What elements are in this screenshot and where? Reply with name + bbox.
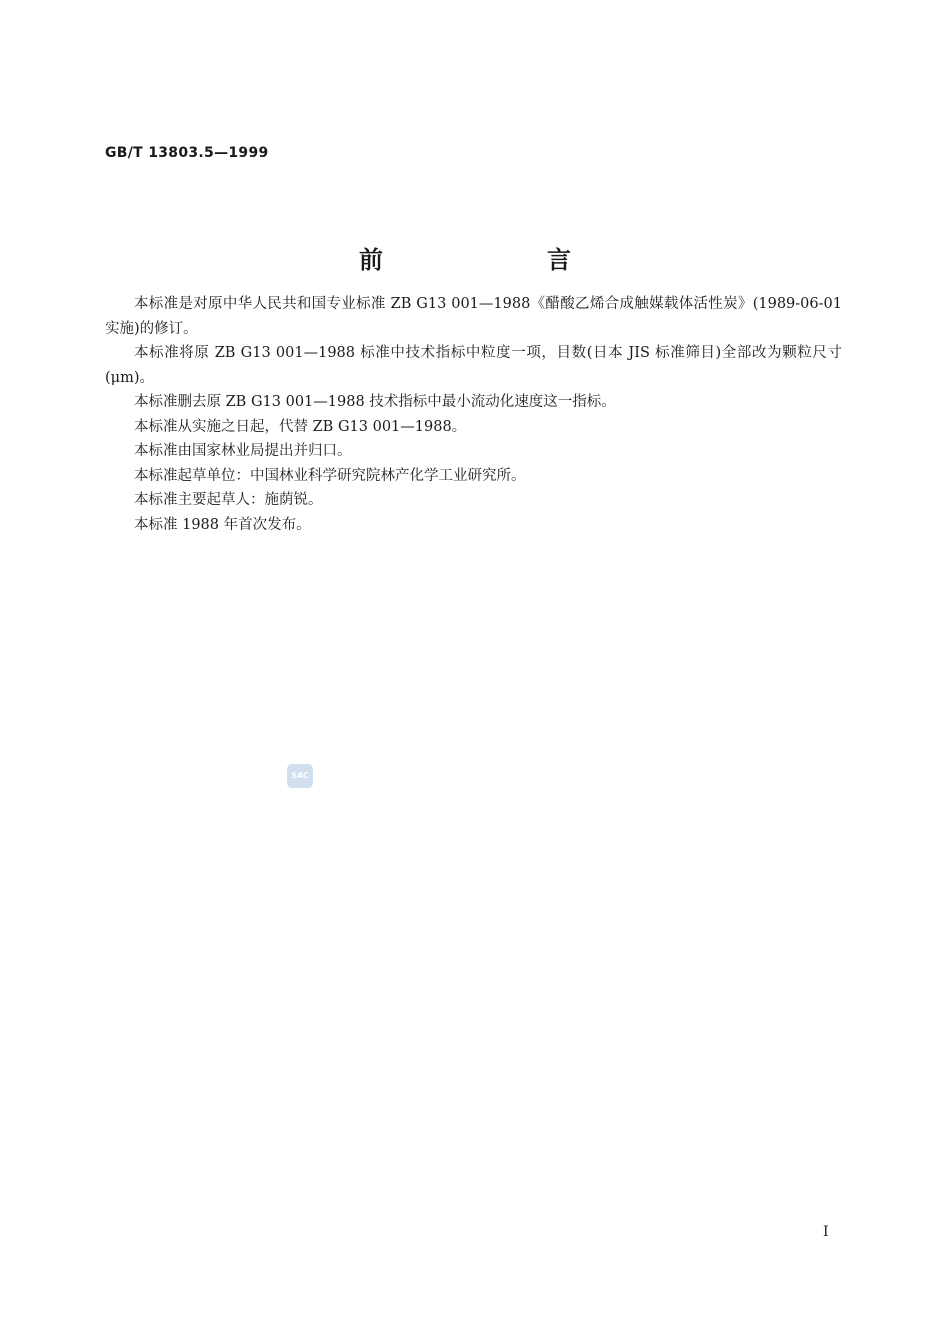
paragraph-8: 本标准 1988 年首次发布。 [134, 516, 311, 533]
page-number: I [823, 1224, 829, 1240]
paragraph-2: 本标准将原 ZB G13 001—1988 标准中技术指标中粒度一项，目数(日本 JIS 标准筛目)全部改为颗粒尺寸(μm)。 [105, 345, 842, 386]
paragraph-3: 本标准删去原 ZB G13 001—1988 技术指标中最小流动化速度这一指标。 [134, 394, 616, 410]
paragraph-7: 本标准主要起草人：施荫锐。 [134, 492, 323, 508]
paragraph-6: 本标准起草单位：中国林业科学研究院林产化学工业研究所。 [134, 467, 526, 484]
paragraph-1: 本标准是对原中华人民共和国专业标准 ZB G13 001—1988《醋酸乙烯合成触媒载体活性炭》(1989-06-01 实施)的修订。 [105, 296, 842, 337]
page-title: 前 言 [359, 246, 641, 274]
paragraph-5: 本标准由国家林业局提出并归口。 [134, 443, 352, 459]
sac-watermark-logo: SAC [287, 764, 313, 788]
paragraph-4: 本标准从实施之日起，代替 ZB G13 001—1988。 [134, 418, 467, 435]
standard-code: GB/T 13803.5—1999 [105, 145, 269, 161]
foreword-body [105, 292, 842, 537]
